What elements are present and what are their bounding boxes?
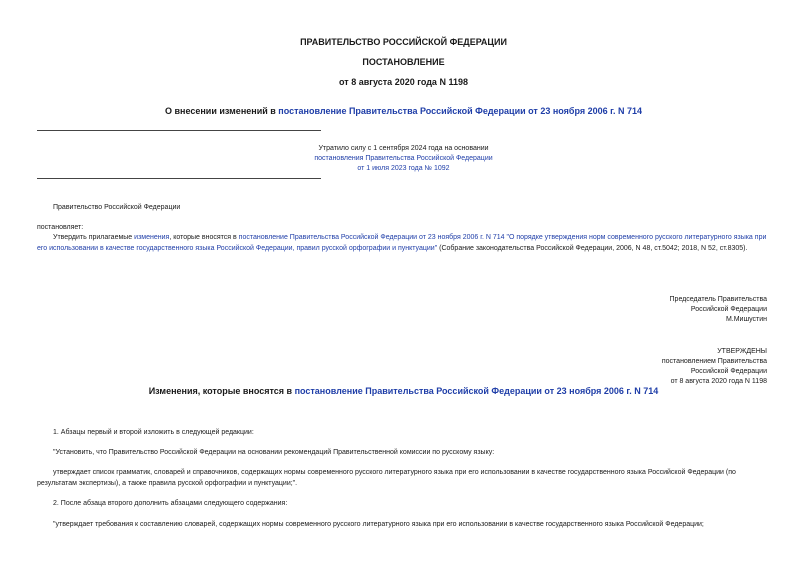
approved-heading: УТВЕРЖДЕНЫ bbox=[717, 348, 767, 355]
quote-paragraph-3: "утверждает требования к составлению словарей, содержащих нормы современного русского литературного языка при его использовании в качестве государственного языка Российской Федерации; bbox=[53, 521, 704, 528]
title-prefix: О внесении изменений в bbox=[165, 106, 279, 116]
signature-name: М.Мишустин bbox=[725, 316, 767, 323]
repeal-notice bbox=[200, 144, 607, 174]
decree-word: постановляет: bbox=[37, 224, 84, 231]
repeal-notice-line: Утратило силу с 1 сентября 2024 года на основании bbox=[318, 145, 489, 152]
repeal-notice-link[interactable]: постановления Правительства Российской Федерации bbox=[314, 155, 493, 162]
changes-title-prefix: Изменения, которые вносятся в bbox=[148, 386, 295, 396]
approval-text: , которые вносятся в bbox=[169, 234, 239, 241]
approved-line: Российской Федерации bbox=[690, 368, 767, 375]
decree-714-link[interactable]: постановление Правительства Российской Федерации от 23 ноября 2006 г. N 714 "О порядке утверждения норм современного русского литературного языка при его использовании в качестве государственного языка Российской Федерации, правил русской орфографии и пунктуации" bbox=[37, 234, 767, 252]
divider-top bbox=[37, 130, 321, 131]
approval-text: (Собрание законодательства Российской Федерации, 2006, N 48, ст.5042; 2018, N 52, ст.8305). bbox=[437, 244, 748, 252]
title-link[interactable]: постановление Правительства Российской Федерации от 23 ноября 2006 г. N 714 bbox=[278, 106, 642, 116]
approved-line: постановлением Правительства bbox=[661, 358, 767, 365]
changes-title bbox=[0, 386, 807, 396]
signature-position: Российской Федерации bbox=[690, 306, 767, 313]
approval-paragraph bbox=[37, 233, 772, 254]
signature-block bbox=[670, 295, 767, 325]
quote-paragraph-1: "Установить, что Правительство Российской Федерации на основании рекомендаций Правительственной комиссии по русскому языку: bbox=[53, 449, 495, 456]
approved-line: от 8 августа 2020 года N 1198 bbox=[670, 378, 767, 385]
government-line: Правительство Российской Федерации bbox=[53, 204, 181, 211]
approval-text: Утвердить прилагаемые bbox=[53, 234, 135, 241]
divider-bottom bbox=[37, 178, 321, 179]
change-item-2: 2. После абзаца второго дополнить абзацами следующего содержания: bbox=[53, 500, 288, 507]
document-title bbox=[0, 106, 807, 116]
signature-position: Председатель Правительства bbox=[669, 296, 767, 303]
document-kind: ПОСТАНОВЛЕНИЕ bbox=[362, 57, 445, 67]
repeal-notice-link-date[interactable]: от 1 июля 2023 года № 1092 bbox=[357, 165, 450, 172]
approved-block bbox=[662, 347, 767, 387]
change-item-1: 1. Абзацы первый и второй изложить в следующей редакции: bbox=[53, 429, 254, 436]
changes-title-link[interactable]: постановление Правительства Российской Федерации от 23 ноября 2006 г. N 714 bbox=[294, 386, 659, 396]
document-date-number: от 8 августа 2020 года N 1198 bbox=[339, 77, 468, 87]
quote-paragraph-2: утверждает список грамматик, словарей и справочников, содержащих нормы современного русского литературного языка при его использовании в качестве государственного языка Российской Федерации (по результатам экспертизы), а также правила русской орфографии и пунктуации;". bbox=[37, 469, 736, 487]
authority-heading: ПРАВИТЕЛЬСТВО РОССИЙСКОЙ ФЕДЕРАЦИИ bbox=[300, 37, 507, 47]
changes-link[interactable]: изменения bbox=[134, 234, 170, 241]
